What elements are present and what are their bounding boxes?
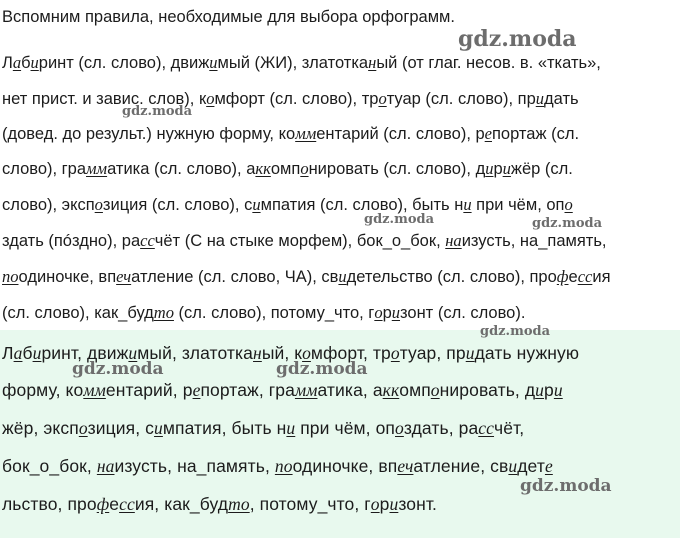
text-fragment: Л xyxy=(2,54,13,72)
spelling-highlight: и xyxy=(252,195,261,214)
spelling-highlight: и xyxy=(553,380,563,400)
text-fragment: (сл. слово), потому_что, г xyxy=(173,304,375,322)
text-fragment: ый (от глаг. несов. в. «ткать», xyxy=(376,54,601,72)
text-fragment: р xyxy=(379,494,390,514)
text-fragment: б xyxy=(21,54,31,72)
text-fragment: р xyxy=(544,380,554,400)
text-fragment: зонт. xyxy=(398,494,438,514)
text-fragment: мый (ЖИ), златотка xyxy=(217,54,369,72)
spelling-highlight: по xyxy=(2,267,19,286)
spelling-highlight: то xyxy=(228,494,250,514)
spelling-highlight: и xyxy=(286,418,296,438)
text-fragment: нировать, д xyxy=(439,380,536,400)
text-fragment: атика, а xyxy=(317,380,383,400)
spelling-highlight: по xyxy=(274,456,293,476)
spelling-highlight: мм xyxy=(83,380,106,400)
spelling-highlight: на xyxy=(96,456,115,476)
spelling-highlight: и xyxy=(463,195,472,214)
text-fragment: р xyxy=(382,304,392,322)
text-fragment: мпатия (сл. слово), быть н xyxy=(260,196,464,214)
rules-line xyxy=(2,266,611,288)
answer-line xyxy=(2,378,563,402)
spelling-highlight: о xyxy=(302,343,311,363)
watermark: gdz.moda xyxy=(520,476,612,496)
spelling-highlight: н xyxy=(253,343,262,363)
rules-line xyxy=(2,123,579,145)
text-fragment: дать xyxy=(544,90,579,108)
spelling-highlight: ф xyxy=(96,494,110,514)
text-fragment: зиция (сл. слово), с xyxy=(102,196,253,214)
text-fragment: чёт (С на стыке морфем), бок_о_бок, xyxy=(154,232,446,250)
text-fragment: нировать (сл. слово), д xyxy=(308,160,486,178)
text-fragment: ый, к xyxy=(261,343,303,363)
text-fragment: туар (сл. слово), пр xyxy=(386,90,536,108)
spelling-highlight: сс xyxy=(119,494,135,514)
spelling-highlight: на xyxy=(445,231,462,250)
text-fragment: одиночке, вп xyxy=(292,456,398,476)
spelling-highlight: о xyxy=(378,89,387,108)
text-fragment: ия, как_буд xyxy=(134,494,229,514)
text-fragment: мпатия, быть н xyxy=(162,418,287,438)
text-fragment: ринт, движ xyxy=(41,343,129,363)
spelling-highlight: о xyxy=(390,343,400,363)
rules-line xyxy=(2,158,573,180)
watermark: gdz.moda xyxy=(532,216,603,231)
text-fragment: жёр, эксп xyxy=(2,418,79,438)
text-fragment: льство, про xyxy=(2,494,97,514)
text-fragment: , потому_что, г xyxy=(249,494,371,514)
text-fragment: изусть, на_память, xyxy=(114,456,275,476)
text-fragment: слово), гра xyxy=(2,160,87,178)
text-fragment: дать нужную xyxy=(474,343,580,363)
spelling-highlight: о xyxy=(78,418,88,438)
watermark: gdz.moda xyxy=(480,324,551,339)
spelling-highlight: и xyxy=(535,89,544,108)
spelling-highlight: и xyxy=(32,343,42,363)
spelling-highlight: и xyxy=(508,456,518,476)
answer-line xyxy=(2,454,553,478)
spelling-highlight: еч xyxy=(116,267,132,286)
spelling-highlight: и xyxy=(30,53,39,72)
rules-line xyxy=(2,194,573,216)
text-fragment: чёт, xyxy=(494,418,525,438)
spelling-highlight: а xyxy=(12,53,22,72)
text-fragment: жёр (сл. xyxy=(510,160,573,178)
spelling-highlight: о xyxy=(395,418,404,438)
spelling-highlight: о xyxy=(374,303,383,322)
text-fragment: атика (сл. слово), а xyxy=(107,160,256,178)
text-fragment: дет xyxy=(517,456,545,476)
text-fragment: изусть, на_память, xyxy=(461,232,607,250)
rules-line xyxy=(2,302,525,324)
rules-line xyxy=(2,52,601,74)
text-fragment: ентарий (сл. слово), р xyxy=(316,125,485,143)
text-fragment: зиция, с xyxy=(87,418,155,438)
text-fragment: при чём, оп xyxy=(295,418,395,438)
text-fragment: мфорт (сл. слово), тр xyxy=(214,90,379,108)
text-fragment: мый, златотка xyxy=(137,343,254,363)
watermark: gdz.moda xyxy=(276,359,368,379)
text-fragment: атление (сл. слово, ЧА), св xyxy=(131,268,339,286)
text-fragment: ия xyxy=(592,268,611,286)
spelling-highlight: и xyxy=(502,159,511,178)
spelling-highlight: и xyxy=(535,380,545,400)
text-fragment: омп xyxy=(270,160,301,178)
text-fragment: портаж (сл. xyxy=(492,125,580,143)
spelling-highlight: ф xyxy=(556,267,569,286)
spelling-highlight: е xyxy=(484,124,492,143)
text-fragment: форму, ко xyxy=(2,380,84,400)
text-fragment: зонт (сл. слово). xyxy=(400,304,526,322)
text-fragment: портаж, гра xyxy=(200,380,295,400)
spelling-highlight: сс xyxy=(478,418,495,438)
watermark: gdz.moda xyxy=(458,26,577,52)
watermark: gdz.moda xyxy=(364,212,435,227)
spelling-highlight: о xyxy=(300,159,309,178)
text-fragment: ентарий, р xyxy=(105,380,193,400)
spelling-highlight: и xyxy=(128,343,138,363)
text-fragment: бок_о_бок, xyxy=(2,456,97,476)
spelling-highlight: и xyxy=(389,494,399,514)
text-fragment: е xyxy=(109,494,120,514)
spelling-highlight: о xyxy=(370,494,380,514)
text-fragment: б xyxy=(22,343,33,363)
spelling-highlight: а xyxy=(13,343,23,363)
answer-line xyxy=(2,492,437,516)
answer-line xyxy=(2,416,524,440)
watermark: gdz.moda xyxy=(122,104,193,119)
spelling-highlight: о xyxy=(564,195,573,214)
text-fragment: слово), эксп xyxy=(2,196,95,214)
text-fragment: при чём, оп xyxy=(471,196,565,214)
spelling-highlight: и xyxy=(154,418,163,438)
spelling-highlight: и xyxy=(209,53,218,72)
spelling-highlight: е xyxy=(192,380,201,400)
spelling-highlight: и xyxy=(485,159,494,178)
text-fragment: (довед. до результ.) нужную форму, ко xyxy=(2,125,296,143)
text-fragment: Л xyxy=(2,343,14,363)
text-fragment: нет прист. и завис. слов), к xyxy=(2,90,207,108)
text-fragment: р xyxy=(493,160,503,178)
spelling-highlight: то xyxy=(153,303,174,322)
spelling-highlight: о xyxy=(94,195,103,214)
spelling-highlight: мм xyxy=(86,159,108,178)
spelling-highlight: н xyxy=(368,53,377,72)
spelling-highlight: и xyxy=(465,343,475,363)
text-fragment: здать (пóздно), ра xyxy=(2,232,141,250)
spelling-highlight: о xyxy=(430,380,440,400)
spelling-highlight: и xyxy=(338,267,347,286)
text-fragment: здать, ра xyxy=(403,418,479,438)
spelling-highlight: сс xyxy=(140,231,155,250)
watermark: gdz.moda xyxy=(72,359,164,379)
spelling-highlight: кк xyxy=(382,380,400,400)
text-fragment: туар, пр xyxy=(399,343,466,363)
spelling-highlight: мм xyxy=(294,380,318,400)
rules-line xyxy=(2,230,607,252)
spelling-highlight: еч xyxy=(397,456,414,476)
intro-text: Вспомним правила, необходимые для выбора орфограмм. xyxy=(2,8,455,26)
text-fragment: одиночке, вп xyxy=(18,268,117,286)
text-fragment: (сл. слово), как_буд xyxy=(2,304,154,322)
spelling-highlight: е xyxy=(544,456,553,476)
spelling-highlight: о xyxy=(206,89,215,108)
text-fragment: детельство (сл. слово), про xyxy=(346,268,557,286)
text-fragment: е xyxy=(568,268,578,286)
spelling-highlight: кк xyxy=(255,159,271,178)
text-fragment: атление, св xyxy=(413,456,509,476)
text-fragment: ринт (сл. слово), движ xyxy=(38,54,210,72)
text-fragment: омп xyxy=(399,380,431,400)
rules-line xyxy=(2,88,579,110)
text-fragment: мфорт, тр xyxy=(310,343,391,363)
spelling-highlight: и xyxy=(391,303,401,322)
spelling-highlight: сс xyxy=(577,267,593,286)
spelling-highlight: мм xyxy=(295,124,317,143)
